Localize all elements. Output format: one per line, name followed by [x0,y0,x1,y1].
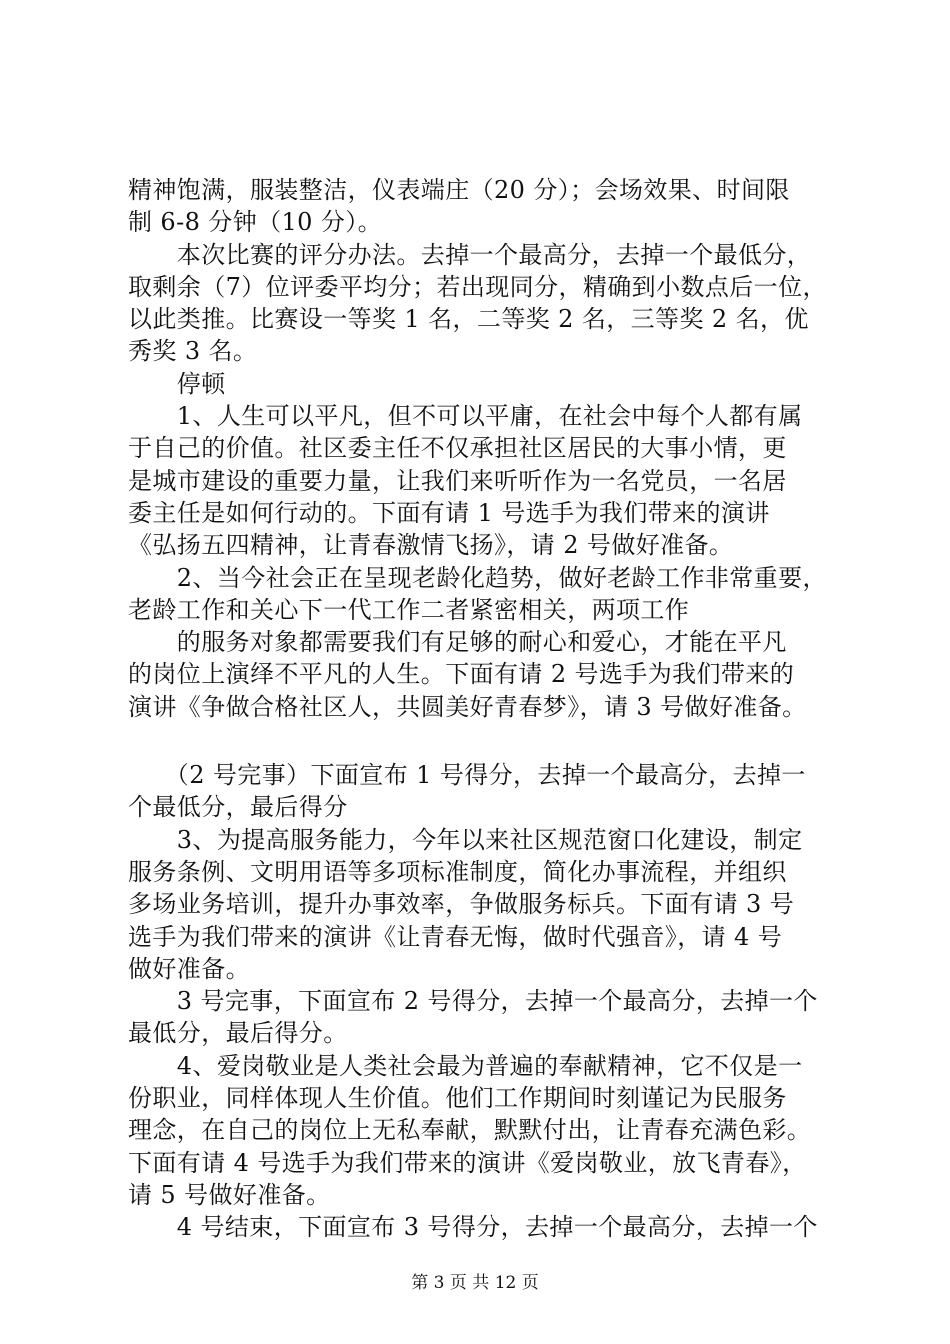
text-line: 委主任是如何行动的。下面有请 1 号选手为我们带来的演讲 [128,498,770,527]
text-line: 多场业务培训，提升办事效率，争做服务标兵。下面有请 3 号 [128,890,795,919]
text-line: 请 5 号做好准备。 [128,1180,331,1209]
text-line: 3 号完事，下面宣布 2 号得分，去掉一个最高分，去掉一个 [128,987,818,1016]
text-line: 下面有请 4 号选手为我们带来的演讲《爱岗敬业，放飞青春》， [128,1148,807,1177]
text-line: 最低分，最后得分。 [128,1019,348,1048]
text-line: 精神饱满，服装整洁，仪表端庄（20 分）；会场效果、时间限 [128,176,790,204]
text-line: 2、当今社会正在呈现老龄化趋势，做好老龄工作非常重要， [128,563,827,592]
text-line: 3、为提高服务能力，今年以来社区规范窗口化建设，制定 [128,825,803,854]
text-line: 制 6-8 分钟（10 分）。 [128,208,383,237]
text-line: 演讲《争做合格社区人，共圆美好青春梦》，请 3 号做好准备。 [128,692,807,721]
text-line: 的服务对象都需要我们有足够的耐心和爱心，才能在平凡 [128,628,787,657]
text-line: 4 号结束，下面宣布 3 号得分，去掉一个最高分，去掉一个 [128,1213,818,1242]
text-line: 1、人生可以平凡，但不可以平庸，在社会中每个人都有属 [128,402,803,431]
text-line: 的岗位上演绎不平凡的人生。下面有请 2 号选手为我们带来的 [128,660,795,689]
text-line: 以此类推。比赛设一等奖 1 名，二等奖 2 名，三等奖 2 名，优 [128,305,809,334]
body-text [128,174,838,1244]
text-line: 老龄工作和关心下一代工作二者紧密相关，两项工作 [128,595,690,624]
text-line: 理念，在自己的岗位上无私奉献，默默付出，让青春充满色彩。 [128,1116,812,1145]
text-line: 停顿 [128,369,226,398]
page-footer: 第 3 页 共 12 页 [411,1273,539,1293]
text-line: 份职业，同样体现人生价值。他们工作期间时刻谨记为民服务 [128,1084,787,1113]
text-line: 秀奖 3 名。 [128,337,258,366]
text-line: 本次比赛的评分办法。去掉一个最高分，去掉一个最低分， [128,240,812,269]
text-line: 选手为我们带来的演讲《让青春无悔，做时代强音》，请 4 号 [128,922,783,951]
text-line: 是城市建设的重要力量，让我们来听听作为一名党员，一名居 [128,466,787,495]
text-line: 做好准备。 [128,954,250,983]
text-line: 《弘扬五四精神，让青春激情飞扬》，请 2 号做好准备。 [128,531,734,560]
text-line: 取剩余（7）位评委平均分；若出现同分，精确到小数点后一位， [128,272,827,301]
text-line: 个最低分，最后得分 [128,793,348,822]
text-line: 服务条例、文明用语等多项标准制度，简化办事流程，并组织 [128,857,787,886]
text-line: （2 号完事）下面宣布 1 号得分，去掉一个最高分，去掉一 [128,761,806,790]
text-line: 于自己的价值。社区委主任不仅承担社区居民的大事小情，更 [128,434,787,463]
blank-line [128,723,838,759]
text-line: 4、爱岗敬业是人类社会最为普遍的奉献精神，它不仅是一 [128,1051,803,1080]
